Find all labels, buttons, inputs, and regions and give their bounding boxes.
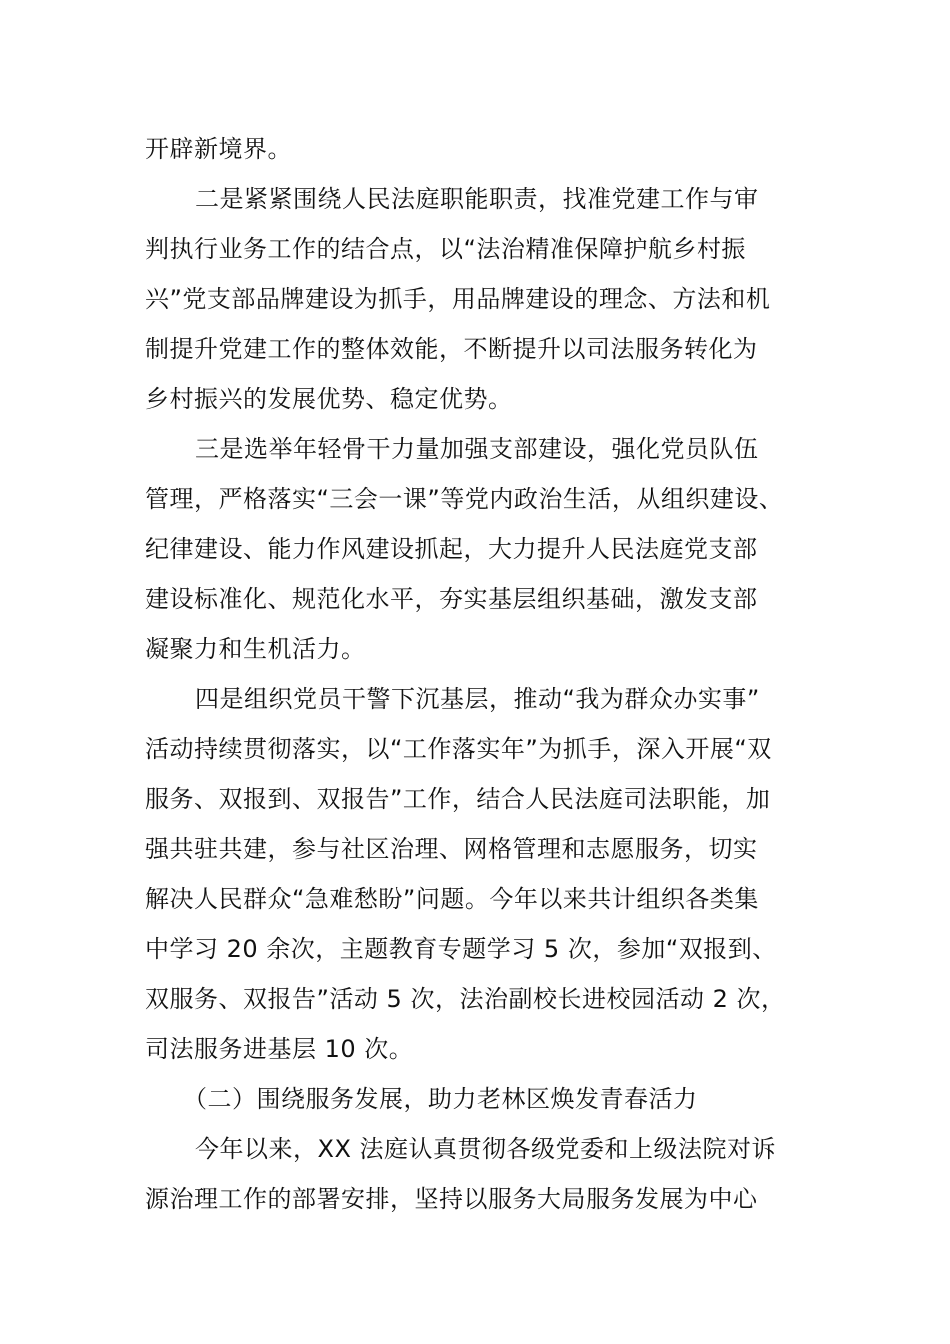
text-line: 开辟新境界。 [145, 135, 292, 163]
text-line: 强共驻共建，参与社区治理、网格管理和志愿服务，切实 [145, 835, 758, 863]
text-line: 司法服务进基层 10 次。 [145, 1035, 414, 1063]
text-line: 四是组织党员干警下沉基层，推动“我为群众办实事” [195, 685, 760, 713]
text-line: 乡村振兴的发展优势、稳定优势。 [145, 385, 513, 413]
text-line: 管理，严格落实“三会一课”等党内政治生活，从组织建设、 [145, 485, 784, 513]
text-line: 活动持续贯彻落实，以“工作落实年”为抓手，深入开展“双 [145, 735, 772, 763]
text-line: 今年以来，XX 法庭认真贯彻各级党委和上级法院对诉 [195, 1135, 777, 1163]
text-line: 二是紧紧围绕人民法庭职能职责，找准党建工作与审 [195, 185, 759, 213]
text-line: 双服务、双报告”活动 5 次，法治副校长进校园活动 2 次， [145, 985, 786, 1013]
text-line: 纪律建设、能力作风建设抓起，大力提升人民法庭党支部 [145, 535, 758, 563]
section-heading: （二）围绕服务发展，助力老林区焕发青春活力 [183, 1085, 698, 1113]
text-line: 建设标准化、规范化水平，夯实基层组织基础，激发支部 [145, 585, 758, 613]
text-line: 制提升党建工作的整体效能，不断提升以司法服务转化为 [145, 335, 758, 363]
text-line: 解决人民群众“急难愁盼”问题。今年以来共计组织各类集 [145, 885, 759, 913]
text-line: 凝聚力和生机活力。 [145, 635, 366, 663]
text-line: 服务、双报到、双报告”工作，结合人民法庭司法职能，加 [145, 785, 771, 813]
text-line: 源治理工作的部署安排，坚持以服务大局服务发展为中心 [145, 1185, 758, 1213]
text-line: 中学习 20 余次，主题教育专题学习 5 次，参加“双报到、 [145, 935, 777, 963]
text-line: 三是选举年轻骨干力量加强支部建设，强化党员队伍 [195, 435, 759, 463]
text-line: 兴”党支部品牌建设为抓手，用品牌建设的理念、方法和机 [145, 285, 771, 313]
text-line: 判执行业务工作的结合点，以“法治精准保障护航乡村振 [145, 235, 746, 263]
